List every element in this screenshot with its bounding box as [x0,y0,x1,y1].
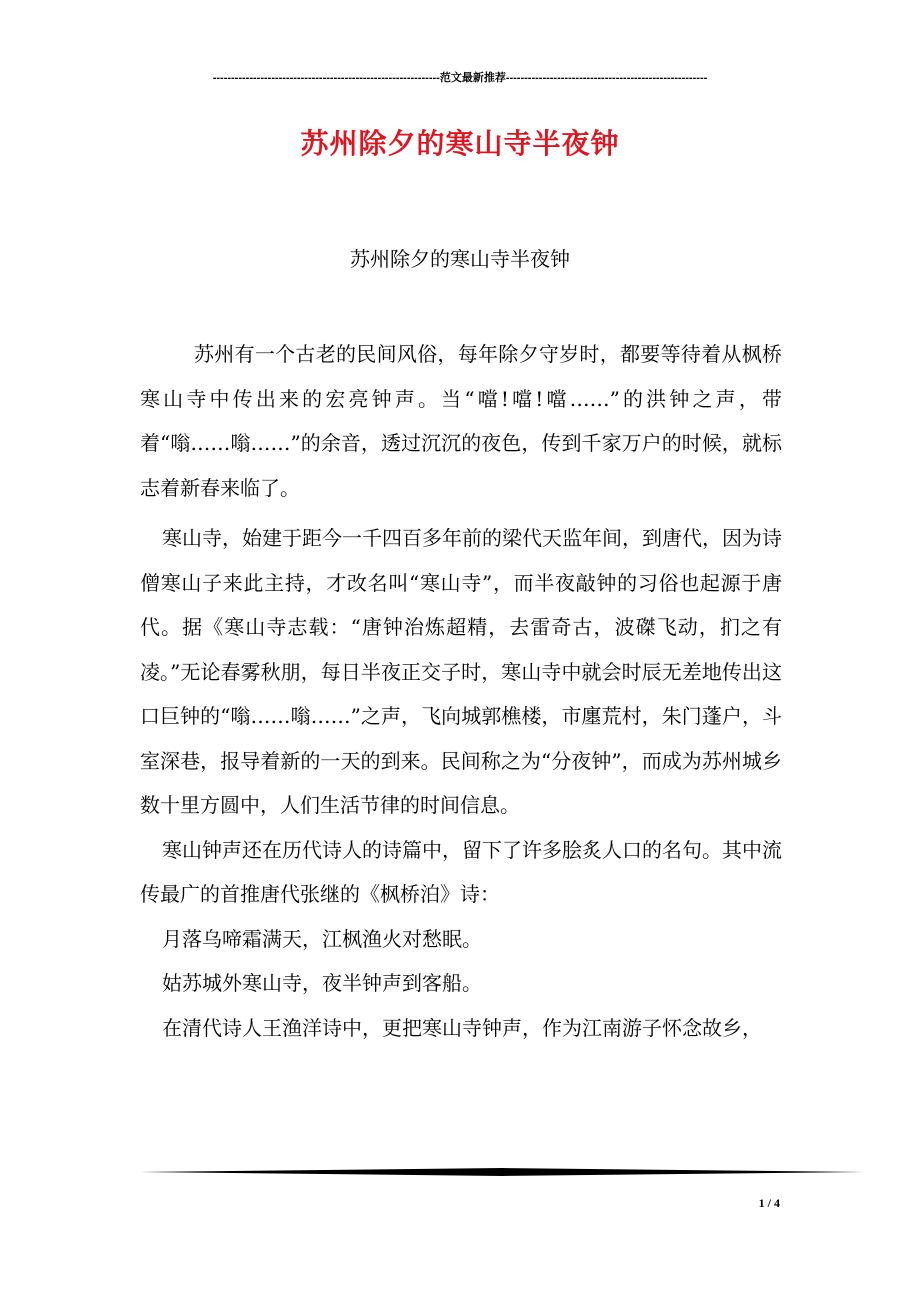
document-title: 苏州除夕的寒山寺半夜钟 [300,127,620,160]
paragraph: 寒山寺，始建于距今一千四百多年前的梁代天监年间，到唐代，因为诗僧寒山子来此主持，才改名叫“寒山寺”，而半夜敲钟的习俗也起源于唐代。据《寒山寺志载：“唐钟治炼超精，去雷奇古，波磔飞动，扪之有凌。”无论春雾秋朋，每日半夜正交子时，寒山寺中就会时辰无差地传出这口巨钟的“嗡……嗡……”之声，飞向城郭樵楼，市廛荒村，朱门蓬户，斗室深巷，报导着新的一天的到来。民间称之为“分夜钟”，而成为苏州城乡数十里方圆中，人们生活节律的时间信息。 [140,526,782,817]
page-number: 1 / 4 [758,1196,780,1210]
footer-divider [140,1167,864,1177]
paragraph: 在清代诗人王渔洋诗中，更把寒山寺钟声，作为江南游子怀念故乡， [162,1015,762,1040]
header-banner: --------------------------------------------------------------范文最新推荐------------------------------------------------------- [212,72,708,84]
paragraph: 苏州有一个古老的民间风俗，每年除夕守岁时，都要等待着从枫桥寒山寺中传出来的宏亮钟声。当“噹!噹!噹……”的洪钟之声，带着“嗡……嗡……”的余音，透过沉沉的夜色，传到千家万户的时候，就标志着新春来临了。 [140,342,782,500]
document-subtitle: 苏州除夕的寒山寺半夜钟 [350,247,570,271]
poem-line: 姑苏城外寒山寺，夜半钟声到客船。 [162,971,482,995]
poem-line: 月落乌啼霜满天，江枫渔火对愁眠。 [162,926,482,951]
document-body [140,332,782,1050]
paragraph: 寒山钟声还在历代诗人的诗篇中，留下了许多脍炙人口的名句。其中流传最广的首推唐代张继的《枫桥泊》诗： [140,837,782,906]
